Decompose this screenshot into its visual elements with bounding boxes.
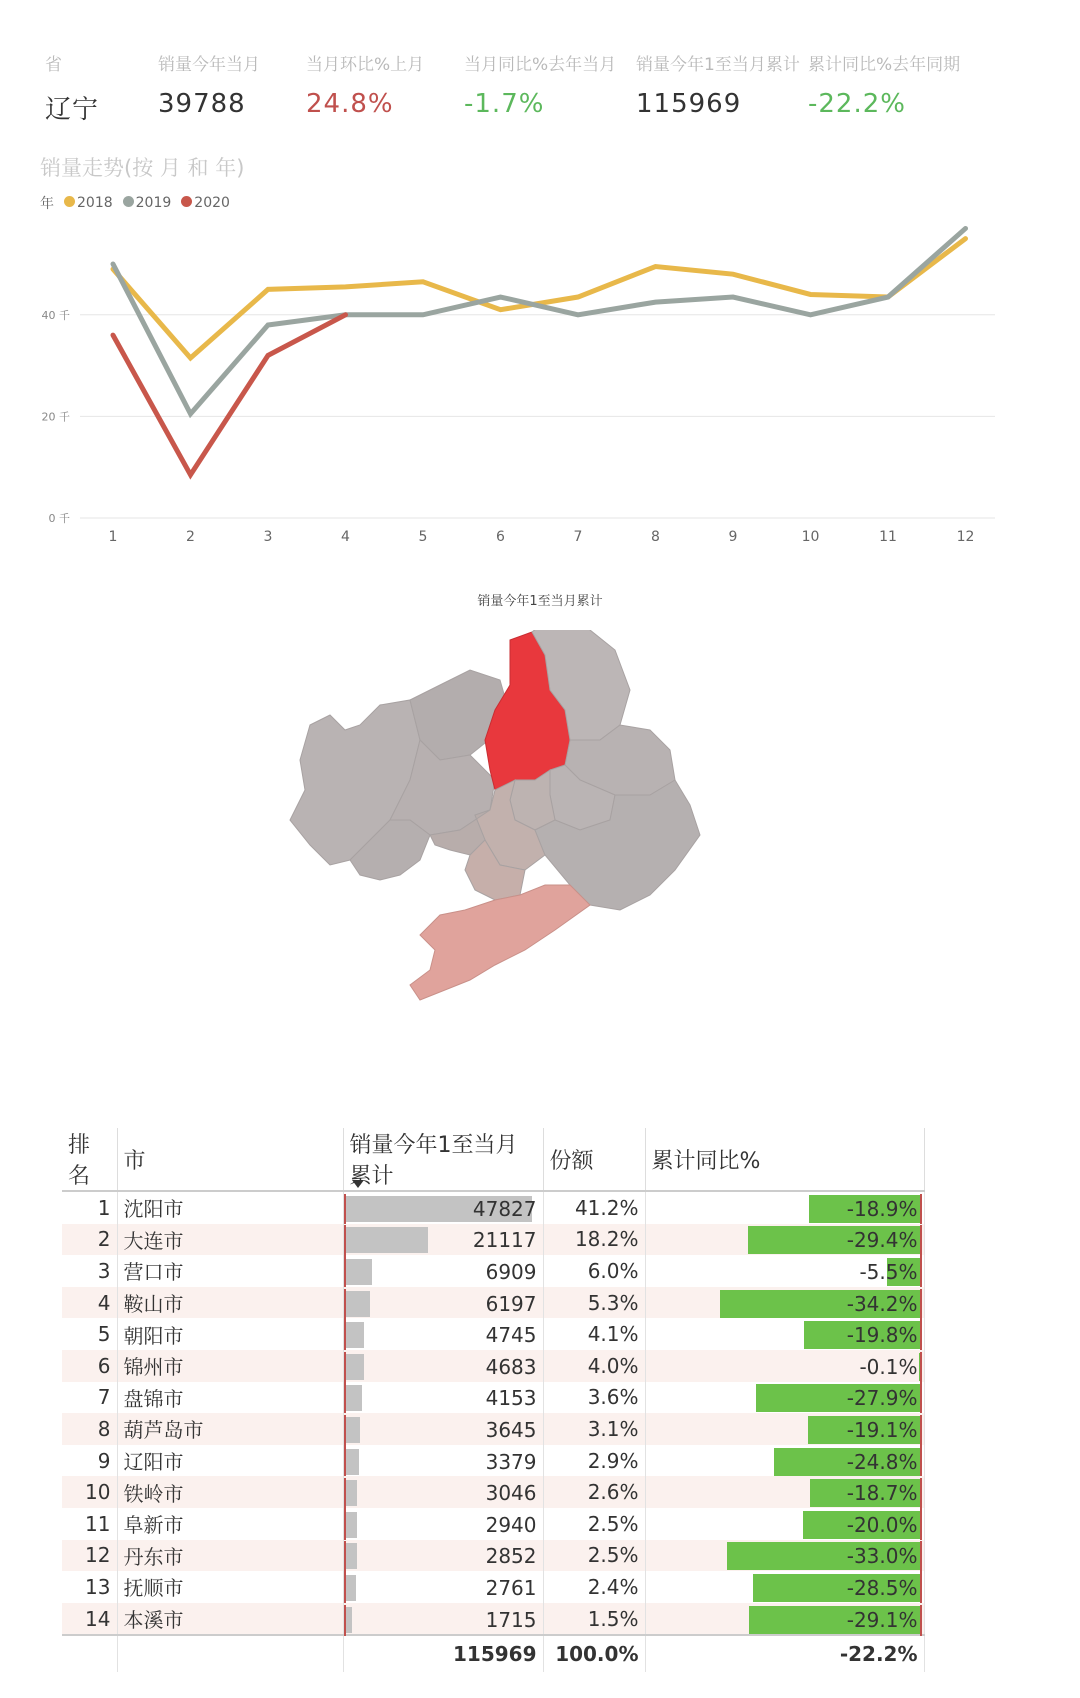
city-ranking-table xyxy=(62,1128,924,1672)
series-line-2020 xyxy=(113,315,346,475)
cell-yoy xyxy=(645,1445,924,1477)
table-row[interactable] xyxy=(62,1508,924,1540)
cell-share: 2.4% xyxy=(543,1571,645,1603)
yoy-axis-line xyxy=(920,1383,922,1415)
cell-sales xyxy=(343,1476,543,1508)
x-tick-label: 6 xyxy=(496,529,505,545)
x-tick-label: 5 xyxy=(418,529,428,545)
cell-city: 鞍山市 xyxy=(117,1287,343,1319)
table-row[interactable] xyxy=(62,1191,924,1224)
sales-value: 6909 xyxy=(485,1259,537,1284)
cell-rank: 4 xyxy=(62,1287,117,1319)
table-row[interactable] xyxy=(62,1287,924,1319)
cell-sales xyxy=(343,1350,543,1382)
cell-yoy xyxy=(645,1255,924,1287)
cell-rank: 10 xyxy=(62,1476,117,1508)
cell-yoy xyxy=(645,1191,924,1224)
sales-data-bar xyxy=(346,1543,357,1569)
table-total-row xyxy=(62,1635,924,1672)
sales-data-bar xyxy=(346,1385,362,1411)
yoy-value: -34.2% xyxy=(846,1291,918,1316)
sales-data-bar xyxy=(346,1322,364,1348)
kpi-value: 辽宁 xyxy=(45,95,100,125)
table-row[interactable] xyxy=(62,1571,924,1603)
sales-data-bar xyxy=(346,1512,357,1538)
yoy-axis-line xyxy=(920,1605,922,1637)
cell-share: 2.5% xyxy=(543,1540,645,1572)
total-share: 100.0% xyxy=(543,1635,645,1672)
x-tick-label: 7 xyxy=(573,529,583,545)
cell-share: 3.1% xyxy=(543,1413,645,1445)
cell-sales xyxy=(343,1603,543,1636)
yoy-bar-box xyxy=(646,1510,924,1538)
kpi-value: 24.8% xyxy=(306,89,394,119)
legend-item-2020[interactable] xyxy=(177,195,230,211)
sales-value: 6197 xyxy=(485,1291,537,1316)
col-header-city[interactable]: 市 xyxy=(117,1128,343,1191)
table-row[interactable] xyxy=(62,1476,924,1508)
sales-bar-box xyxy=(344,1573,543,1601)
liaoning-choropleth-map xyxy=(270,630,770,1080)
cell-sales xyxy=(343,1287,543,1319)
kpi-label: 当月环比%上月 xyxy=(306,55,425,75)
yoy-value: -24.8% xyxy=(846,1449,918,1474)
total-yoy: -22.2% xyxy=(645,1635,924,1672)
sales-data-bar xyxy=(346,1227,428,1253)
yoy-axis-line xyxy=(920,1225,922,1257)
yoy-value: -33.0% xyxy=(846,1544,918,1569)
cell-share: 18.2% xyxy=(543,1224,645,1256)
sales-value: 3379 xyxy=(485,1449,537,1474)
sales-bar-box xyxy=(344,1510,543,1538)
cell-share: 5.3% xyxy=(543,1287,645,1319)
kpi-ytd-yoy xyxy=(808,50,960,119)
cell-rank: 12 xyxy=(62,1540,117,1572)
cell-rank: 2 xyxy=(62,1224,117,1256)
cell-rank: 13 xyxy=(62,1571,117,1603)
cell-city: 葫芦岛市 xyxy=(117,1413,343,1445)
cell-yoy xyxy=(645,1287,924,1319)
table-row[interactable] xyxy=(62,1318,924,1350)
table-row[interactable] xyxy=(62,1540,924,1572)
cell-yoy xyxy=(645,1540,924,1572)
x-tick-label: 12 xyxy=(956,529,975,545)
cell-sales xyxy=(343,1571,543,1603)
table-header-row xyxy=(62,1128,924,1191)
legend-dot xyxy=(181,196,192,207)
yoy-bar-box xyxy=(646,1257,924,1285)
cell-rank: 1 xyxy=(62,1191,117,1224)
cell-share: 2.9% xyxy=(543,1445,645,1477)
yoy-axis-line xyxy=(920,1447,922,1479)
yoy-value: -18.7% xyxy=(846,1481,918,1506)
yoy-bar-box xyxy=(646,1225,924,1253)
cell-city: 本溪市 xyxy=(117,1603,343,1636)
cell-yoy xyxy=(645,1571,924,1603)
cell-share: 6.0% xyxy=(543,1255,645,1287)
total-sales: 115969 xyxy=(343,1635,543,1672)
table-row[interactable] xyxy=(62,1603,924,1636)
sales-value: 3645 xyxy=(485,1417,537,1442)
yoy-axis-line xyxy=(920,1289,922,1321)
sales-data-bar xyxy=(346,1575,357,1601)
cell-rank: 9 xyxy=(62,1445,117,1477)
yoy-bar-box xyxy=(646,1478,924,1506)
cell-rank: 5 xyxy=(62,1318,117,1350)
sales-value: 21117 xyxy=(472,1228,537,1253)
sales-bar-box xyxy=(344,1415,543,1443)
sales-data-bar xyxy=(346,1417,360,1443)
col-header-rank[interactable]: 排名 xyxy=(62,1128,117,1191)
yoy-axis-line xyxy=(920,1194,922,1226)
sales-bar-box xyxy=(344,1320,543,1348)
yoy-bar-box xyxy=(646,1415,924,1443)
cell-city: 锦州市 xyxy=(117,1350,343,1382)
sort-desc-icon xyxy=(352,1180,364,1188)
cell-city: 朝阳市 xyxy=(117,1318,343,1350)
sales-bar-box xyxy=(344,1605,543,1633)
x-tick-label: 10 xyxy=(801,529,820,545)
cell-rank: 7 xyxy=(62,1382,117,1414)
cell-city: 大连市 xyxy=(117,1224,343,1256)
cell-rank: 3 xyxy=(62,1255,117,1287)
y-tick-label: 0 千 xyxy=(48,512,70,525)
cell-city: 盘锦市 xyxy=(117,1382,343,1414)
yoy-bar-box xyxy=(646,1194,924,1222)
col-header-sales-label: 销量今年1至当月累计 xyxy=(349,1133,518,1189)
cell-sales xyxy=(343,1382,543,1414)
sales-bar-box xyxy=(344,1478,543,1506)
legend-title: 年 xyxy=(40,196,54,212)
cell-yoy xyxy=(645,1350,924,1382)
kpi-label: 累计同比%去年同期 xyxy=(808,55,961,75)
table-row[interactable] xyxy=(62,1445,924,1477)
cell-sales xyxy=(343,1540,543,1572)
cell-share: 3.6% xyxy=(543,1382,645,1414)
col-header-yoy[interactable]: 累计同比% xyxy=(645,1128,924,1191)
sales-bar-box xyxy=(344,1352,543,1380)
x-tick-label: 1 xyxy=(108,529,118,545)
yoy-value: -0.1% xyxy=(859,1354,918,1379)
cell-city: 丹东市 xyxy=(117,1540,343,1572)
cell-sales xyxy=(343,1445,543,1477)
kpi-province xyxy=(45,50,99,126)
cell-share: 41.2% xyxy=(543,1191,645,1224)
kpi-header xyxy=(0,0,1080,130)
sales-value: 1715 xyxy=(485,1607,537,1632)
kpi-value: -1.7% xyxy=(464,89,545,119)
cell-share: 2.6% xyxy=(543,1476,645,1508)
cell-share: 4.0% xyxy=(543,1350,645,1382)
table-row[interactable] xyxy=(62,1350,924,1382)
yoy-axis-line xyxy=(920,1541,922,1573)
yoy-axis-line xyxy=(920,1478,922,1510)
cell-share: 1.5% xyxy=(543,1603,645,1636)
cell-city: 阜新市 xyxy=(117,1508,343,1540)
cell-rank: 8 xyxy=(62,1413,117,1445)
table-row[interactable] xyxy=(62,1382,924,1414)
cell-rank: 6 xyxy=(62,1350,117,1382)
sales-value: 47827 xyxy=(472,1196,537,1221)
yoy-axis-line xyxy=(920,1352,922,1384)
kpi-value: 39788 xyxy=(158,89,246,119)
cell-sales xyxy=(343,1318,543,1350)
kpi-value: -22.2% xyxy=(808,89,906,119)
sales-value: 2940 xyxy=(485,1512,537,1537)
yoy-bar-box xyxy=(646,1447,924,1475)
col-header-share[interactable]: 份额 xyxy=(543,1128,645,1191)
sales-data-bar xyxy=(346,1259,373,1285)
yoy-bar-box xyxy=(646,1320,924,1348)
cell-yoy xyxy=(645,1318,924,1350)
yoy-value: -27.9% xyxy=(846,1386,918,1411)
sales-trend-line-chart xyxy=(0,210,1080,550)
sales-value: 3046 xyxy=(485,1481,537,1506)
legend-dot xyxy=(64,196,75,207)
cell-city: 抚顺市 xyxy=(117,1571,343,1603)
table-row[interactable] xyxy=(62,1224,924,1256)
sales-value: 2852 xyxy=(485,1544,537,1569)
yoy-axis-line xyxy=(920,1510,922,1542)
x-tick-label: 8 xyxy=(651,529,660,545)
kpi-mom xyxy=(306,50,424,119)
cell-sales xyxy=(343,1255,543,1287)
series-line-2019 xyxy=(113,228,966,413)
sales-data-bar xyxy=(346,1607,353,1633)
sales-data-bar xyxy=(346,1354,364,1380)
yoy-value: -18.9% xyxy=(846,1196,918,1221)
yoy-value: -29.1% xyxy=(846,1607,918,1632)
yoy-value: -5.5% xyxy=(859,1259,918,1284)
kpi-value: 115969 xyxy=(636,89,742,119)
cell-yoy xyxy=(645,1508,924,1540)
cell-rank: 11 xyxy=(62,1508,117,1540)
sales-data-bar xyxy=(346,1480,358,1506)
sales-bar-box xyxy=(344,1194,543,1222)
legend-label: 2018 xyxy=(77,195,113,211)
yoy-bar-box xyxy=(646,1573,924,1601)
cell-city: 沈阳市 xyxy=(117,1191,343,1224)
cell-rank xyxy=(62,1635,117,1672)
series-line-2018 xyxy=(113,239,966,358)
yoy-axis-line xyxy=(920,1257,922,1289)
cell-share: 4.1% xyxy=(543,1318,645,1350)
sales-bar-box xyxy=(344,1289,543,1317)
map-region-dalian[interactable] xyxy=(410,885,590,1000)
x-tick-label: 3 xyxy=(263,529,273,545)
cell-sales xyxy=(343,1413,543,1445)
kpi-label: 当月同比%去年当月 xyxy=(464,55,617,75)
legend-dot xyxy=(123,196,134,207)
y-tick-label: 40 千 xyxy=(41,308,70,322)
cell-city: 辽阳市 xyxy=(117,1445,343,1477)
map-title: 销量今年1至当月累计 xyxy=(477,594,603,609)
cell-city: 营口市 xyxy=(117,1255,343,1287)
legend-item-2019[interactable] xyxy=(119,195,172,211)
col-header-sales[interactable] xyxy=(343,1128,543,1191)
yoy-value: -19.1% xyxy=(846,1417,918,1442)
cell-city: 铁岭市 xyxy=(117,1476,343,1508)
yoy-bar-box xyxy=(646,1289,924,1317)
x-tick-label: 4 xyxy=(341,529,350,545)
cell-city xyxy=(117,1635,343,1672)
sales-value: 4153 xyxy=(485,1386,537,1411)
kpi-label: 销量今年1至当月累计 xyxy=(636,55,800,75)
yoy-bar-box xyxy=(646,1605,924,1633)
sales-bar-box xyxy=(344,1225,543,1253)
yoy-axis-line xyxy=(920,1415,922,1447)
sales-data-bar xyxy=(346,1291,370,1317)
yoy-bar-box xyxy=(646,1352,924,1380)
cell-yoy xyxy=(645,1476,924,1508)
cell-yoy xyxy=(645,1603,924,1636)
cell-sales xyxy=(343,1224,543,1256)
sales-value: 4745 xyxy=(485,1323,537,1348)
table-row[interactable] xyxy=(62,1255,924,1287)
sales-bar-box xyxy=(344,1383,543,1411)
trend-chart-title: 销量走势(按 月 和 年) xyxy=(40,156,245,180)
sales-value: 4683 xyxy=(485,1354,537,1379)
x-tick-label: 9 xyxy=(728,529,738,545)
cell-sales xyxy=(343,1508,543,1540)
cell-share: 2.5% xyxy=(543,1508,645,1540)
yoy-axis-line xyxy=(920,1320,922,1352)
x-tick-label: 11 xyxy=(879,529,897,545)
table-row[interactable] xyxy=(62,1413,924,1445)
kpi-label: 销量今年当月 xyxy=(158,55,260,75)
sales-bar-box xyxy=(344,1541,543,1569)
sales-bar-box xyxy=(344,1447,543,1475)
yoy-value: -29.4% xyxy=(846,1228,918,1253)
kpi-yoy-month xyxy=(464,50,616,119)
yoy-axis-line xyxy=(920,1573,922,1605)
yoy-bar-box xyxy=(646,1383,924,1411)
y-tick-label: 20 千 xyxy=(41,410,70,424)
legend-label: 2019 xyxy=(135,195,172,211)
legend-item-2018[interactable] xyxy=(60,195,113,211)
kpi-label: 省 xyxy=(45,55,62,75)
sales-value: 2761 xyxy=(485,1575,537,1600)
cell-sales xyxy=(343,1191,543,1224)
x-tick-label: 2 xyxy=(186,529,195,545)
cell-yoy xyxy=(645,1413,924,1445)
yoy-bar-box xyxy=(646,1541,924,1569)
sales-data-bar xyxy=(346,1449,359,1475)
yoy-value: -20.0% xyxy=(846,1512,918,1537)
kpi-ytd-sales xyxy=(636,50,800,119)
sales-bar-box xyxy=(344,1257,543,1285)
yoy-value: -19.8% xyxy=(846,1323,918,1348)
cell-yoy xyxy=(645,1224,924,1256)
cell-rank: 14 xyxy=(62,1603,117,1636)
cell-yoy xyxy=(645,1382,924,1414)
yoy-value: -28.5% xyxy=(846,1575,918,1600)
kpi-month-sales xyxy=(158,50,260,119)
legend-label: 2020 xyxy=(194,195,230,211)
